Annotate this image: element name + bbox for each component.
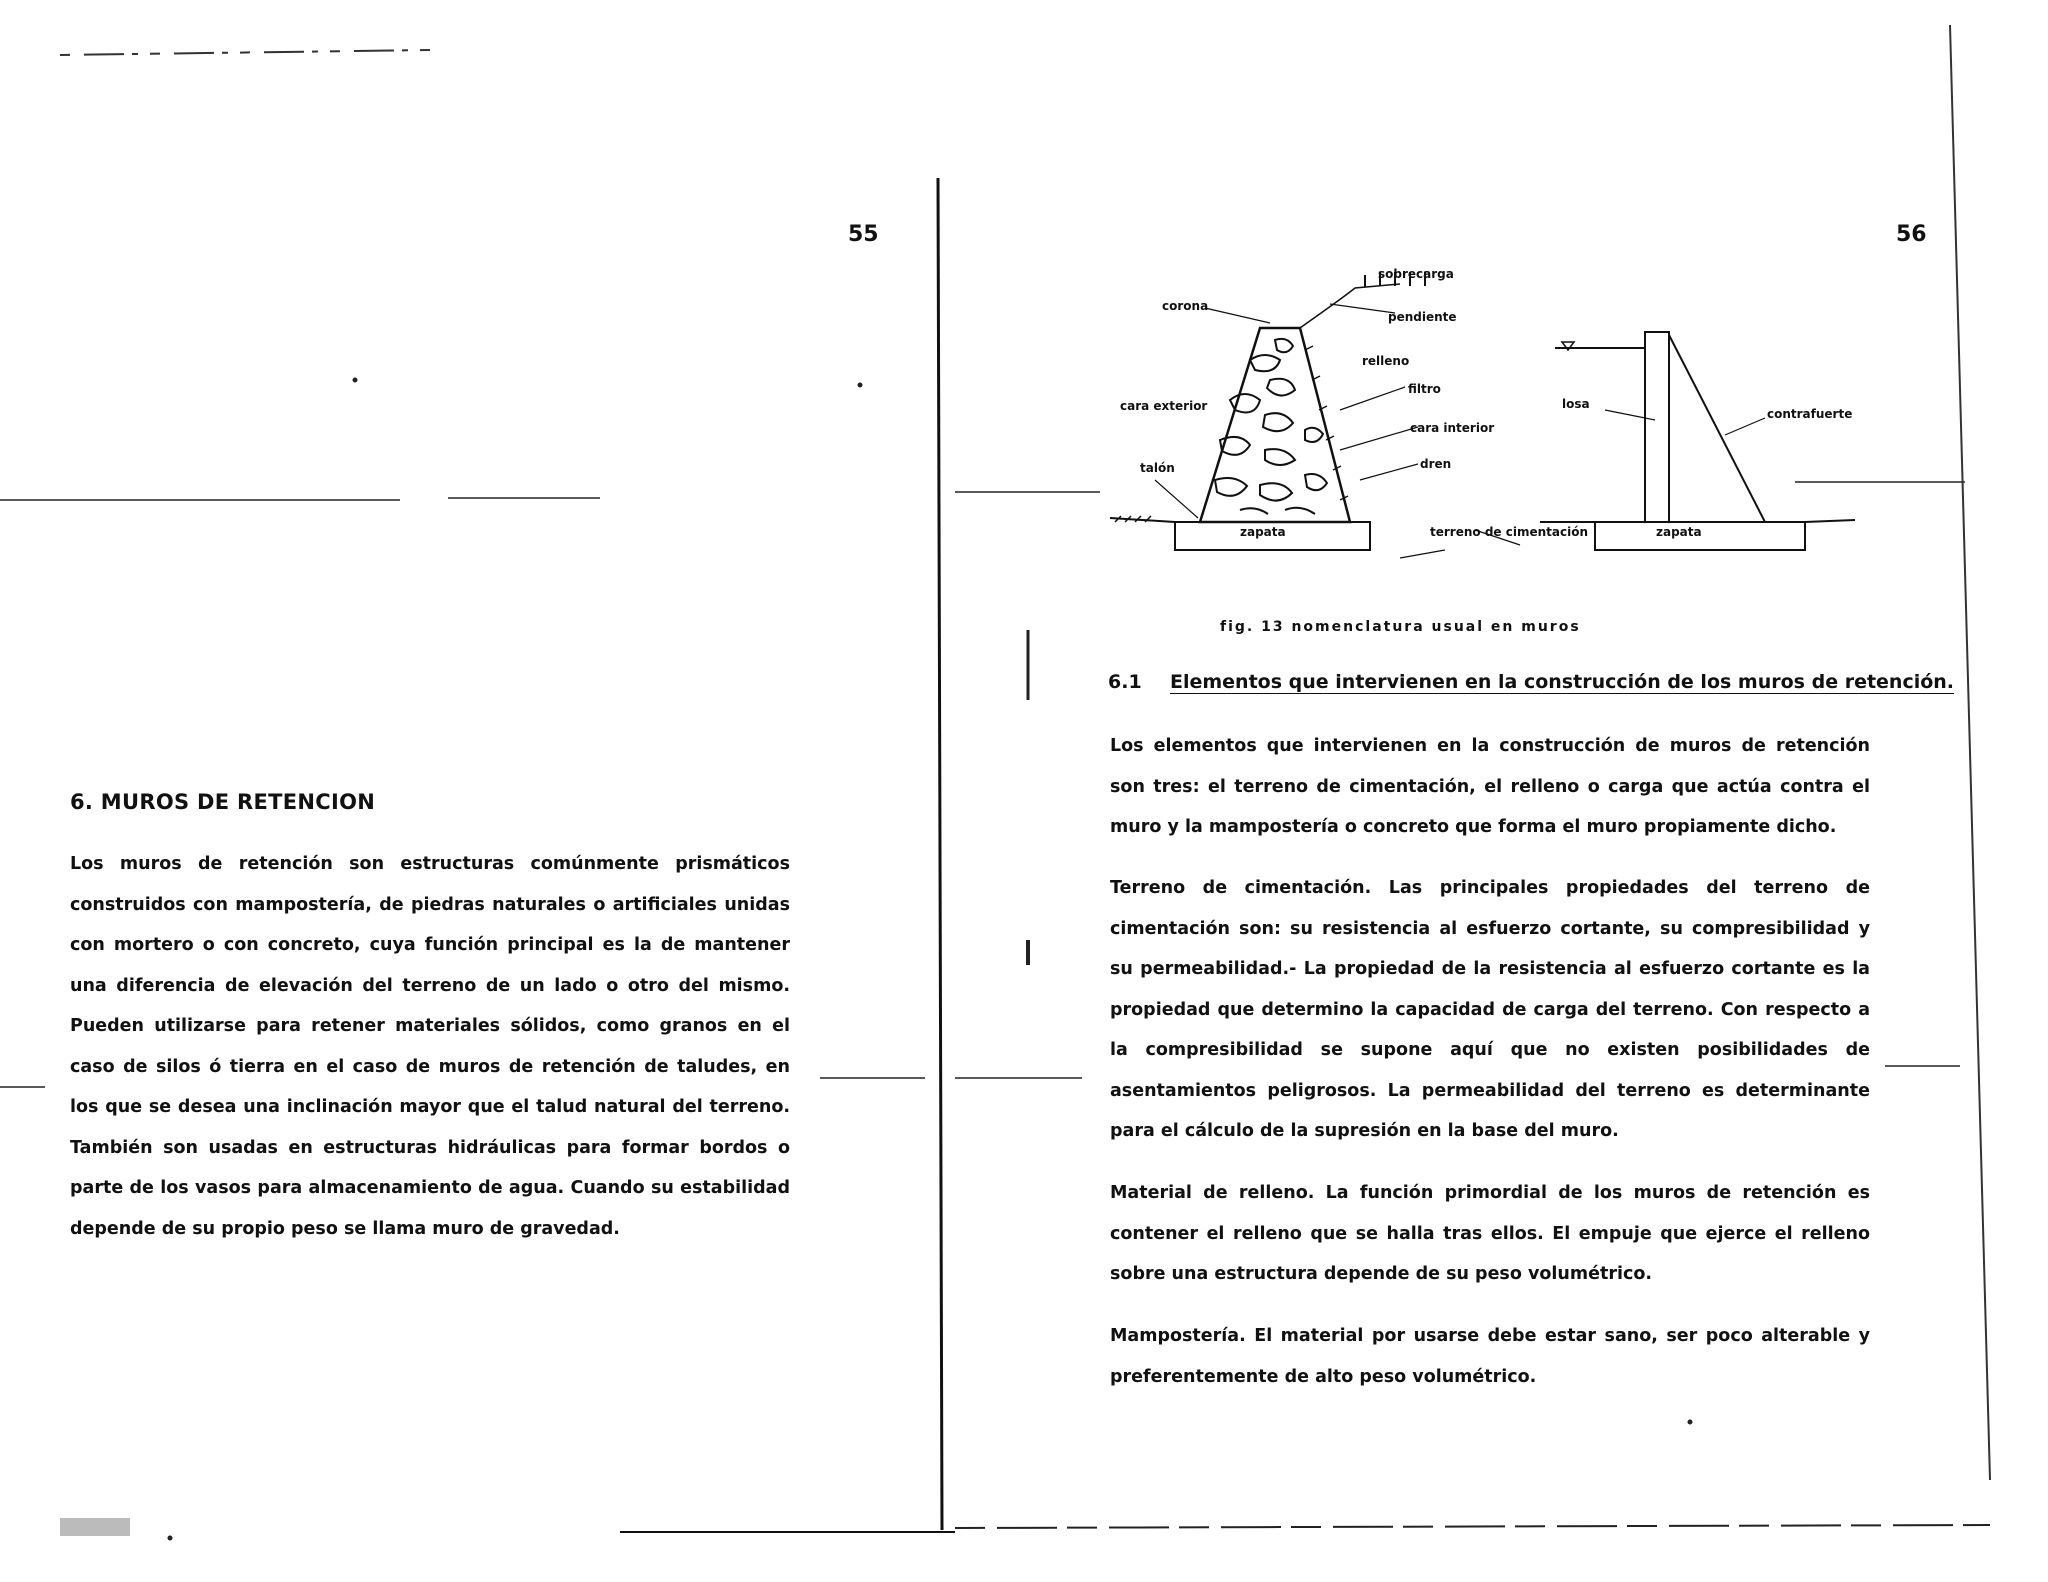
page-number-left: 55 [848, 222, 879, 247]
page-number-right: 56 [1896, 222, 1927, 247]
counterfort-wall [1540, 332, 1855, 550]
retaining-wall-diagram [1100, 240, 1860, 580]
right-paragraph-1: Los elementos que intervienen en la construcción de muros de retención son tres: el terreno de cimentación, el relleno o carga que actúa contra el muro y la mampostería o concreto que forma el muro propiamente dicho. [1110, 736, 1870, 837]
section-title-text: Elementos que intervienen en la construcción de los muros de retención. [1170, 671, 1955, 693]
label-contrafuerte: contrafuerte [1767, 407, 1853, 421]
right-paragraph-3: Material de relleno. La función primordial de los muros de retención es contener el relleno que se halla tras ellos. El empuje que ejerce el relleno sobre una estructura depende de su peso volumétrico. [1110, 1183, 1870, 1284]
label-filtro: filtro [1408, 382, 1441, 396]
label-zapata-right: zapata [1656, 525, 1702, 539]
figure-caption: fig. 13 nomenclatura usual en muros [1220, 619, 1581, 635]
label-cara-exterior: cara exterior [1120, 399, 1208, 413]
right-paragraph-4: Mampostería. El material por usarse debe estar sano, ser poco alterable y preferentemente de alto peso volumétrico. [1110, 1326, 1870, 1387]
label-zapata-left: zapata [1240, 525, 1286, 539]
label-talon: talón [1140, 461, 1175, 475]
label-pendiente: pendiente [1388, 310, 1457, 324]
binding-line [938, 178, 942, 1530]
label-corona: corona [1162, 299, 1209, 313]
section-number: 6.1 [1108, 671, 1142, 693]
label-losa: losa [1562, 397, 1590, 411]
label-dren: dren [1420, 457, 1452, 471]
section-title [1108, 671, 1954, 693]
right-paragraph-2: Terreno de cimentación. Las principales propiedades del terreno de cimentación son: su resistencia al esfuerzo cortante, su compresibilidad y su permeabilidad.- La propiedad de la resistencia al esfuerzo cortante es la propiedad que determino la capacidad de carga del terreno. Con respecto a la compresibilidad se supone aquí que no existen posibilidades de asentamientos peligrosos. La permeabilidad del terreno es determinante para el cálculo de la supresión en la base del muro. [1110, 878, 1870, 1141]
label-terreno-cimentacion: terreno de cimentación [1430, 525, 1588, 539]
label-relleno: relleno [1362, 354, 1410, 368]
label-sobrecarga: sobrecarga [1378, 267, 1454, 281]
section-heading: 6. MUROS DE RETENCION [70, 790, 376, 814]
left-paragraph: Los muros de retención son estructuras comúnmente prismáticos construidos con mampostería, de piedras naturales o artificiales unidas con mortero o con concreto, cuya función principal es la de mantener una diferencia de elevación del terreno de un lado o otro del mismo. Pueden utilizarse para retener materiales sólidos, como granos en el caso de silos ó tierra en el caso de muros de retención de taludes, en los que se desea una inclinación mayor que el talud natural del terreno. También son usadas en estructuras hidráulicas para formar bordos o parte de los vasos para almacenamiento de agua. Cuando su estabilidad depende de su propio peso se llama muro de gravedad. [70, 854, 790, 1239]
label-cara-interior: cara interior [1410, 421, 1495, 435]
